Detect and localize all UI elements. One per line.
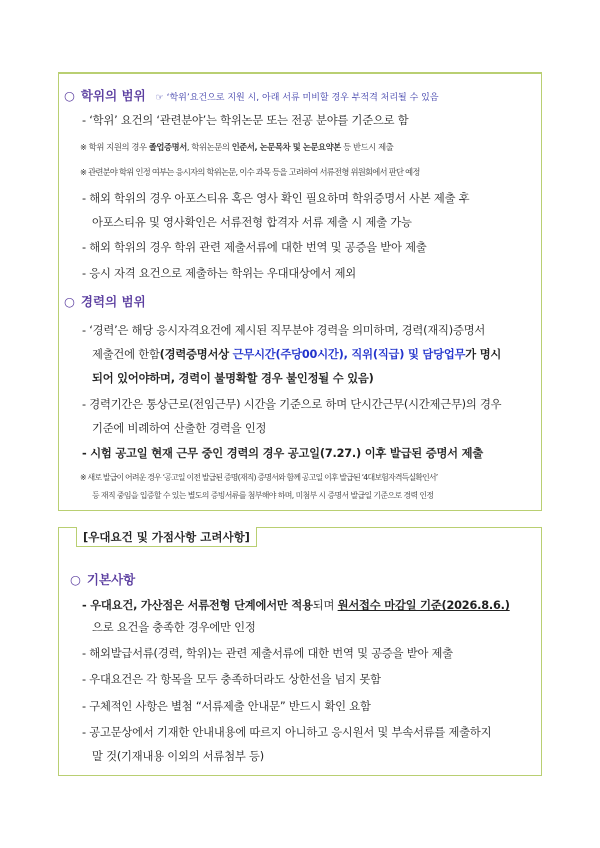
basic-item-1	[82, 597, 510, 613]
degree-note-1-pre: ※ 학위 지원의 경우	[80, 142, 149, 152]
degree-note-1-bold2: 인준서, 논문목차 및 논문요약본	[231, 142, 341, 152]
career-item-1b-bold1: (경력증명서상	[159, 348, 233, 361]
circle-bullet-icon: ○	[64, 294, 75, 309]
circle-bullet-icon: ○	[70, 572, 81, 587]
degree-note-1-mid: , 학위논문의	[186, 142, 232, 152]
basic-item-4: - 구체적인 사항은 별첨 “서류제출 안내문” 반드시 확인 요함	[82, 700, 371, 713]
degree-item-2b: 아포스티유 및 영사확인은 서류전형 합격자 서류 제출 시 제출 가능	[92, 216, 412, 229]
basic-item-1-underline: 원서접수 마감일 기준(2026.8.6.)	[337, 599, 510, 612]
degree-note-1-bold1: 졸업증명서	[148, 142, 187, 152]
career-item-1b-pre: 제출건에 한함	[92, 348, 160, 361]
career-item-1b	[92, 346, 501, 362]
career-note-1b: 등 재직 중임을 입증할 수 있는 별도의 증빙서류를 첨부해야 하며, 미첨부 시 증명서 발급일 기준으로 경력 인정	[92, 491, 434, 500]
basic-item-2: - 해외발급서류(경력, 학위)는 관련 제출서류에 대한 번역 및 공증을 받아 제출	[82, 647, 453, 660]
basic-item-1-mid: 되며	[312, 599, 338, 612]
career-item-1b-blue: 근무시간(주당00시간), 직위(직급) 및 담당업무	[232, 348, 466, 361]
career-note-1a: ※ 새로 발급이 어려운 경우 ‘공고일 이전 발급된 증명(재직) 증명서와 함께 공고일 이후 발급된 ‘4대보험자격득실확인서’	[80, 473, 438, 482]
section-degree-title	[64, 86, 439, 104]
degree-item-4: - 응시 자격 요건으로 제출하는 학위는 우대대상에서 제외	[82, 267, 357, 280]
basic-item-5b: 말 것(기재내용 이외의 서류첨부 등)	[92, 750, 264, 763]
circle-bullet-icon: ○	[64, 88, 75, 103]
career-item-2a: - 경력기간은 통상근로(전임근무) 시간을 기준으로 하며 단시간근무(시간제근무)의 경우	[82, 398, 502, 411]
career-item-1a: - ‘경력’은 해당 응시자격요건에 제시된 직무분야 경력을 의미하며, 경력(재직)증명서	[82, 324, 486, 337]
degree-item-2a: - 해외 학위의 경우 아포스티유 혹은 영사 확인 필요하며 학위증명서 사본 제출 후	[82, 192, 470, 205]
degree-note-1	[80, 141, 393, 153]
career-item-3: - 시험 공고일 현재 근무 중인 경력의 경우 공고일(7.27.) 이후 발급된 증명서 제출	[82, 447, 484, 460]
degree-item-1: - ‘학위’ 요건의 ‘관련분야’는 학위논문 또는 전공 분야를 기준으로 함	[82, 114, 409, 127]
section-basic-title-text: 기본사항	[86, 572, 136, 587]
career-item-1b-bold2: 가 명시	[465, 348, 502, 361]
degree-note-2: ※ 관련분야 학위 인정 여부는 응시자의 학위논문, 이수 과목 등을 고려하여 서류전형 위원회에서 판단 예정	[80, 167, 420, 177]
preference-box-tag: [우대요건 및 가점사항 고려사항]	[76, 527, 257, 547]
degree-note-1-post: 등 반드시 제출	[340, 142, 394, 152]
section-career-title-text: 경력의 범위	[80, 294, 146, 309]
basic-item-3: - 우대요건은 각 항목을 모두 충족하더라도 상한선을 넘지 못함	[82, 673, 381, 686]
career-item-1c: 되어 있어야하며, 경력이 불명확할 경우 불인정될 수 있음)	[92, 372, 374, 385]
basic-item-5a: - 공고문상에서 기재한 안내내용에 따르지 아니하고 응시원서 및 부속서류를 제출하지	[82, 726, 492, 739]
section-basic-title	[70, 570, 135, 588]
section-degree-title-text: 학위의 범위	[80, 88, 146, 103]
section-career-title	[64, 292, 146, 310]
degree-item-3: - 해외 학위의 경우 학위 관련 제출서류에 대한 번역 및 공증을 받아 제출	[82, 241, 427, 254]
degree-warning-note: ☞ ‘학위’요건으로 지원 시, 아래 서류 미비할 경우 부적격 처리될 수 있음	[155, 93, 439, 103]
basic-item-1b: 으로 요건을 충족한 경우에만 인정	[92, 621, 256, 634]
career-item-2b: 기준에 비례하여 산출한 경력을 인정	[92, 422, 267, 435]
basic-item-1-bold: - 우대요건, 가산점은 서류전형 단계에서만 적용	[82, 599, 313, 612]
